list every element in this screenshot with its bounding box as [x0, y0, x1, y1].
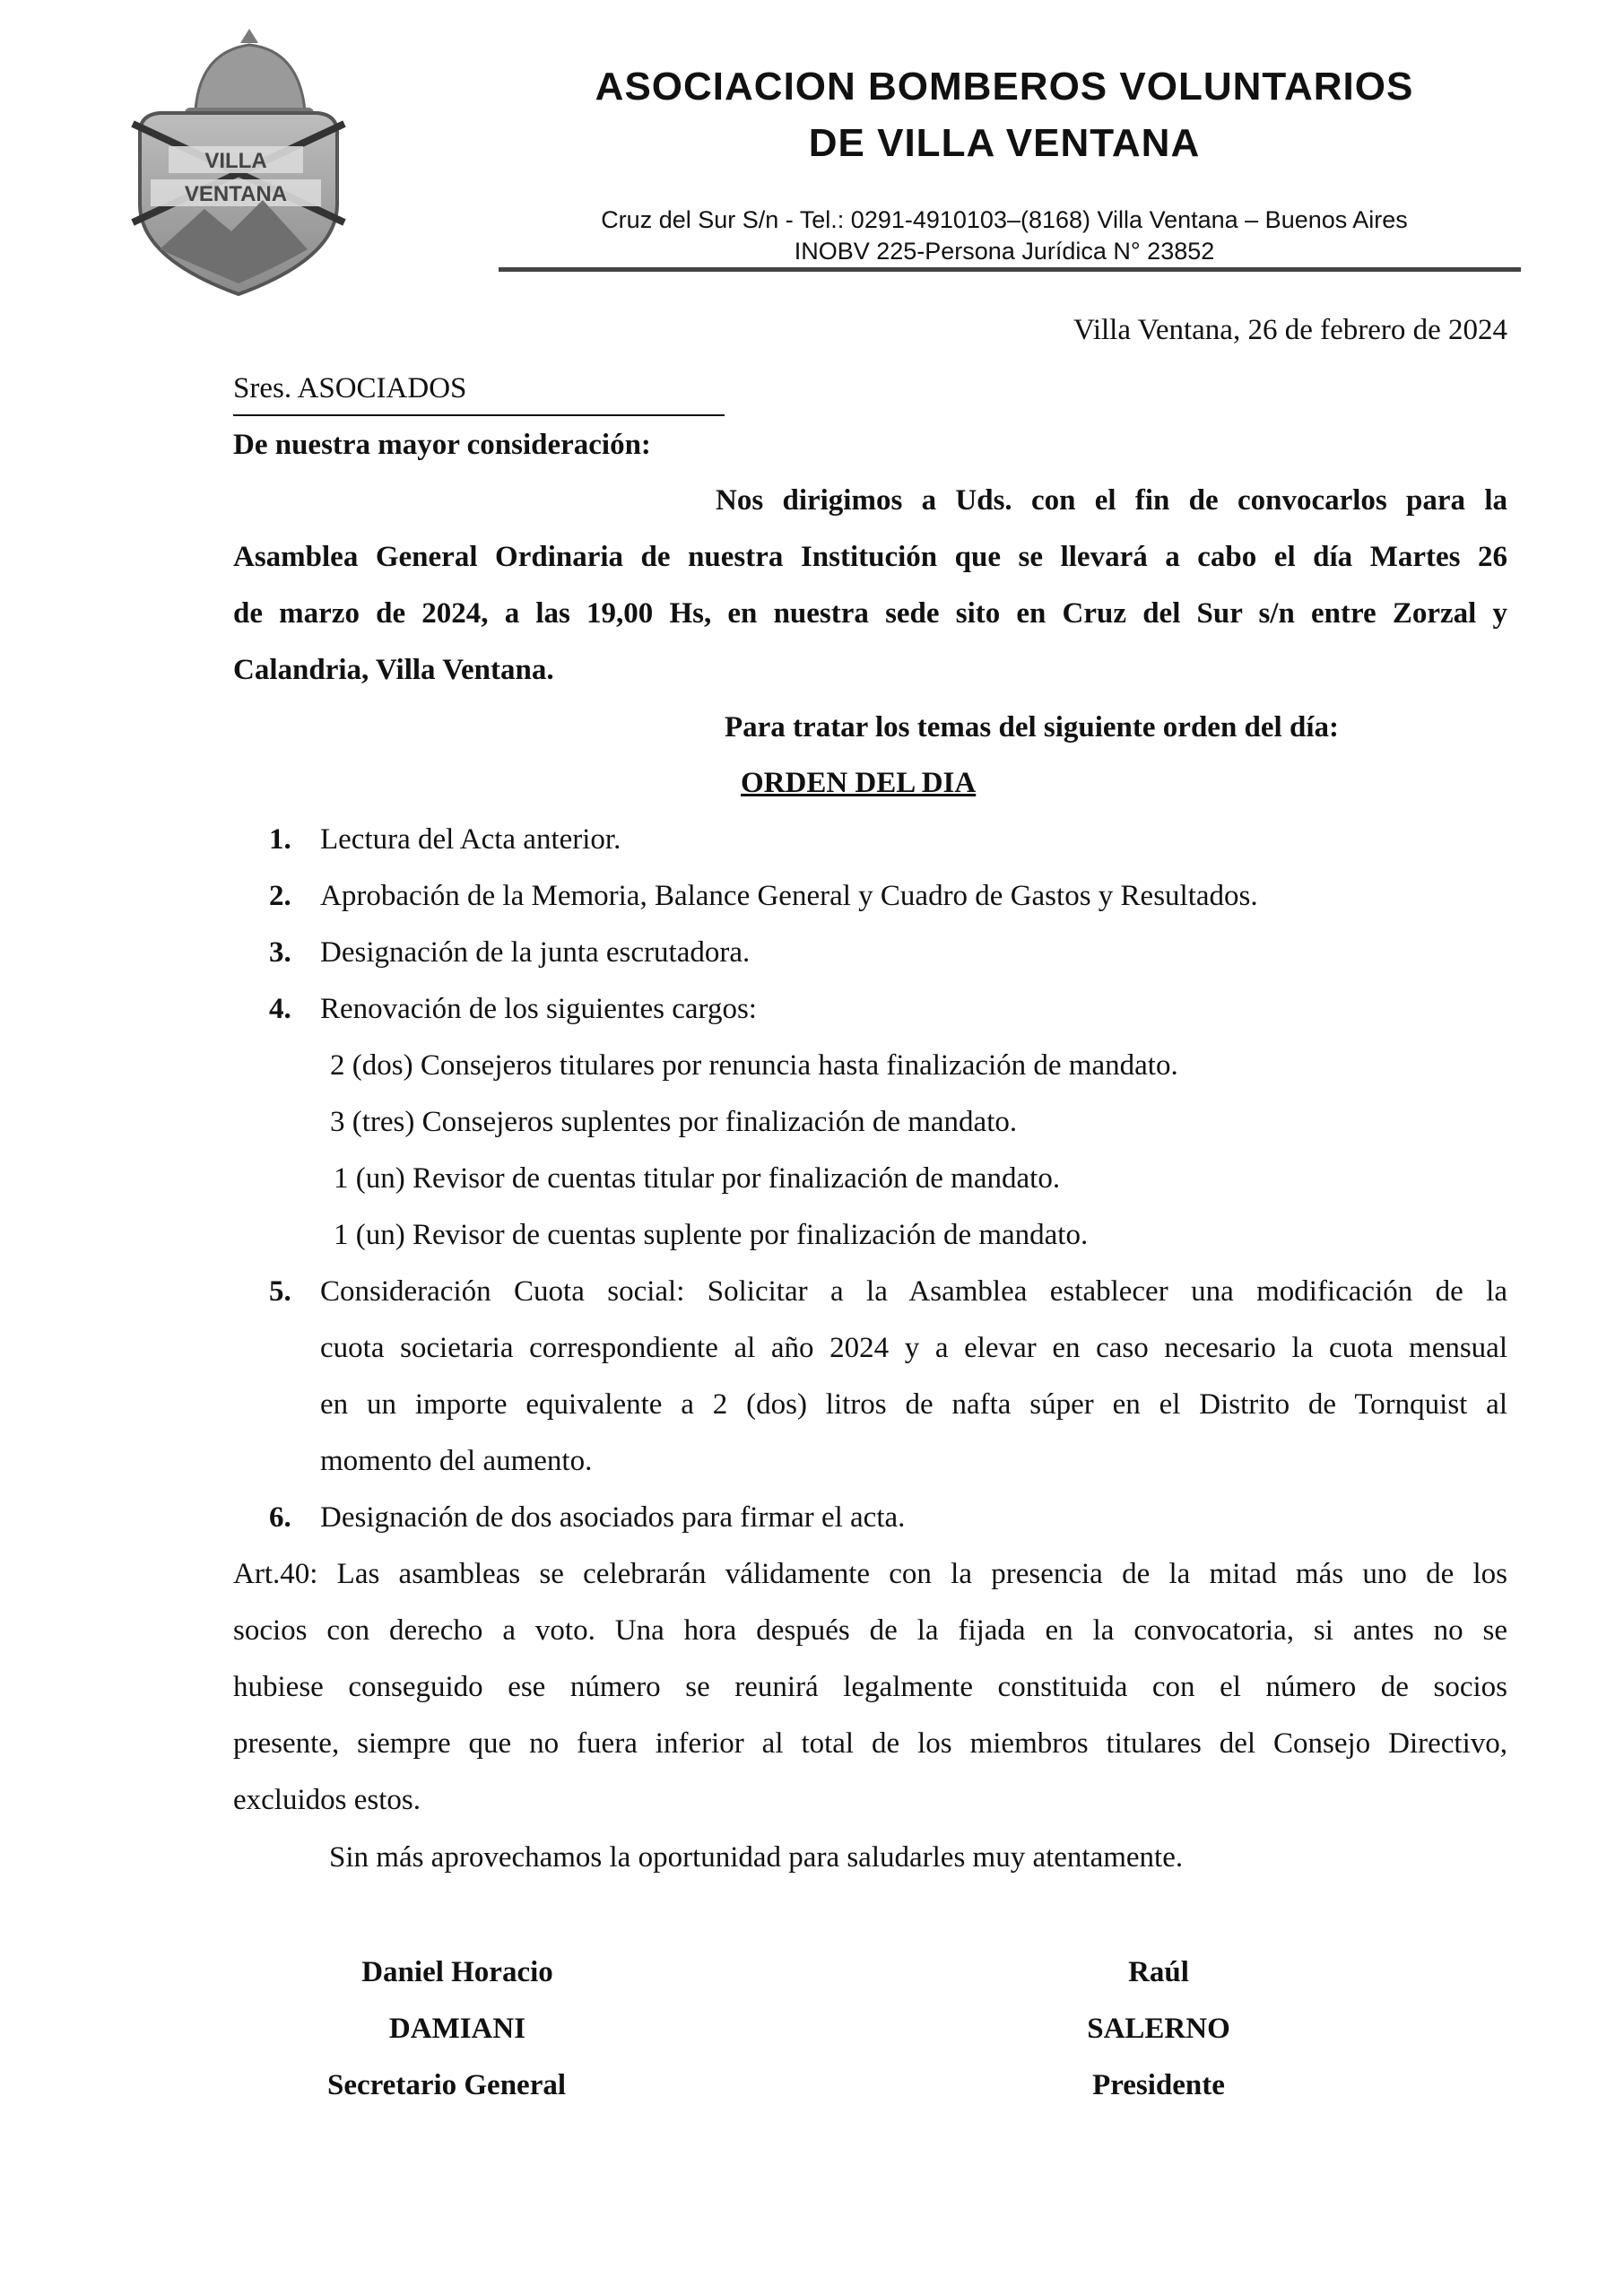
agenda-item-text: Renovación de los siguientes cargos: — [320, 993, 757, 1025]
article-line: presente, siempre que no fuera inferior al total de los miembros titulares del Consejo Directivo, — [233, 1727, 1507, 1760]
article-line: socios con derecho a voto. Una hora después de la fijada en la convocatoria, si antes no se — [233, 1614, 1507, 1647]
agenda-sub-item: 1 (un) Revisor de cuentas suplente por finalización de mandato. — [334, 1219, 1089, 1251]
article-line: Art.40: Las asambleas se celebrarán válidamente con la presencia de la mitad más uno de los — [233, 1558, 1507, 1590]
paragraph-line: Asamblea General Ordinaria de nuestra Institución que se llevará a cabo el día Martes 26 — [233, 541, 1507, 573]
agenda-item-number: 5. — [269, 1275, 291, 1308]
signatory-first-name: Raúl — [1128, 1956, 1189, 1988]
agenda-item-text: Designación de la junta escrutadora. — [320, 936, 751, 969]
paragraph-line: de marzo de 2024, a las 19,00 Hs, en nuestra sede sito en Cruz del Sur s/n entre Zorzal y — [233, 597, 1507, 630]
agenda-item-text: momento del aumento. — [320, 1445, 593, 1477]
fire-brigade-logo — [115, 25, 362, 300]
paragraph-line: Calandria, Villa Ventana. — [233, 654, 554, 686]
agenda-title: ORDEN DEL DIA — [741, 767, 977, 799]
article-line: hubiese conseguido ese número se reunirá legalmente constituida con el número de socios — [233, 1671, 1507, 1703]
agenda-item-text: Aprobación de la Memoria, Balance General y Cuadro de Gastos y Resultados. — [320, 880, 1258, 912]
contact-legal-id: INOBV 225-Persona Jurídica N° 23852 — [794, 238, 1215, 265]
agenda-item-text: Lectura del Acta anterior. — [320, 823, 621, 856]
paragraph-line: Nos dirigimos a Uds. con el fin de convocarlos para la — [716, 484, 1507, 517]
agenda-item-text: cuota societaria correspondiente al año 2024 y a elevar en caso necesario la cuota mensual — [320, 1332, 1507, 1364]
agenda-item-number: 2. — [269, 880, 291, 912]
organization-name-line-2: DE VILLA VENTANA — [808, 121, 1201, 165]
svg-text:VENTANA: VENTANA — [184, 182, 288, 206]
agenda-item-number: 4. — [269, 993, 291, 1025]
header-divider — [499, 267, 1521, 272]
agenda-item-text: Designación de dos asociados para firmar el acta. — [320, 1501, 906, 1534]
closing-line: Sin más aprovechamos la oportunidad para saludarles muy atentamente. — [329, 1841, 1184, 1874]
recipient-underline — [233, 414, 725, 416]
letter-recipient: Sres. ASOCIADOS — [233, 372, 467, 404]
agenda-item-number: 3. — [269, 936, 291, 969]
agenda-item-text: en un importe equivalente a 2 (dos) litros de nafta súper en el Distrito de Tornquist al — [320, 1388, 1507, 1421]
agenda-item-number: 6. — [269, 1501, 291, 1534]
agenda-item-number: 1. — [269, 823, 291, 856]
svg-text:VILLA: VILLA — [204, 149, 267, 173]
agenda-item-text: Consideración Cuota social: Solicitar a la Asamblea establecer una modificación de la — [320, 1275, 1507, 1308]
agenda-intro: Para tratar los temas del siguiente orden del día: — [725, 711, 1339, 744]
signatory-last-name: SALERNO — [1087, 2013, 1230, 2045]
article-line: excluidos estos. — [233, 1784, 421, 1816]
agenda-sub-item: 2 (dos) Consejeros titulares por renuncia hasta finalización de mandato. — [330, 1049, 1178, 1082]
contact-address-phone: Cruz del Sur S/n - Tel.: 0291-4910103–(8168) Villa Ventana – Buenos Aires — [601, 206, 1408, 233]
signatory-last-name: DAMIANI — [388, 2013, 526, 2045]
organization-name-line-1: ASOCIACION BOMBEROS VOLUNTARIOS — [595, 65, 1414, 109]
letter-salutation: De nuestra mayor consideración: — [233, 429, 651, 461]
letter-date: Villa Ventana, 26 de febrero de 2024 — [1073, 314, 1507, 346]
signatory-role: Secretario General — [326, 2069, 567, 2101]
agenda-sub-item: 3 (tres) Consejeros suplentes por finalización de mandato. — [330, 1106, 1018, 1138]
signatory-first-name: Daniel Horacio — [361, 1956, 553, 1988]
agenda-sub-item: 1 (un) Revisor de cuentas titular por finalización de mandato. — [334, 1162, 1061, 1195]
signatory-role: Presidente — [1092, 2069, 1225, 2101]
